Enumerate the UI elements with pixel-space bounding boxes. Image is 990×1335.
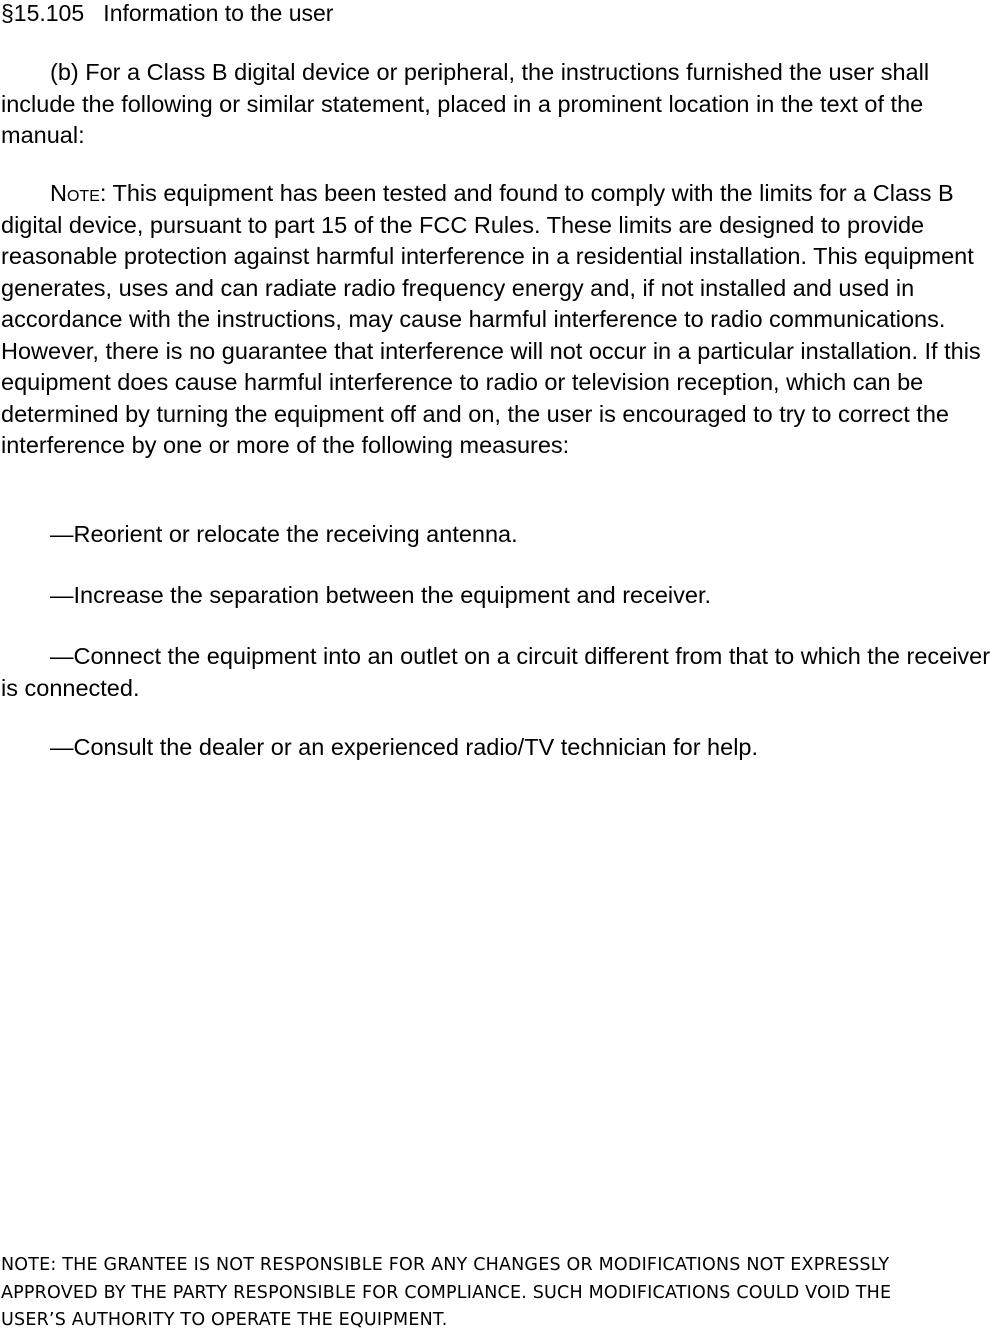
paragraph-compliance-note bbox=[1, 178, 990, 462]
section-heading: §15.105 Information to the user bbox=[1, 0, 334, 26]
note-body: : This equipment has been tested and found to comply with the limits for a Class B digital device, pursuant to part 15 of the FCC Rules. These limits are designed to provide reasonable protection against harmful interference in a residential installation. This equipment generates, uses and can radiate radio frequency energy and, if not installed and used in accordance with the instructions, may cause harmful interference to radio communications. However, there is no guarantee that interference will not occur in a particular installation. If this equipment does cause harmful interference to radio or television reception, which can be determined by turning the equipment off and on, the user is encouraged to try to correct the interference by one or more of the following measures: bbox=[1, 180, 981, 458]
measure-consult-dealer: —Consult the dealer or an experienced radio/TV technician for help. bbox=[50, 734, 759, 760]
measure-different-outlet: —Connect the equipment into an outlet on a circuit different from that to which the receiver is connected. bbox=[1, 643, 990, 701]
measure-increase-separation: —Increase the separation between the equipment and receiver. bbox=[50, 582, 712, 608]
measure-reorient-antenna: —Reorient or relocate the receiving antenna. bbox=[50, 521, 518, 547]
footer-grantee-note: NOTE: THE GRANTEE IS NOT RESPONSIBLE FOR ANY CHANGES OR MODIFICATIONS NOT EXPRESSLY APPROVED BY THE PARTY RESPONSIBLE FOR COMPLIANCE. SUCH MODIFICATIONS COULD VOID THE USER’S AUTHORITY TO OPERATE THE EQUIPMENT. bbox=[1, 1255, 892, 1330]
note-label: Note bbox=[50, 180, 100, 206]
paragraph-class-b-instructions: (b) For a Class B digital device or peripheral, the instructions furnished the user shall include the following or similar statement, placed in a prominent location in the text of the manual: bbox=[1, 59, 930, 148]
